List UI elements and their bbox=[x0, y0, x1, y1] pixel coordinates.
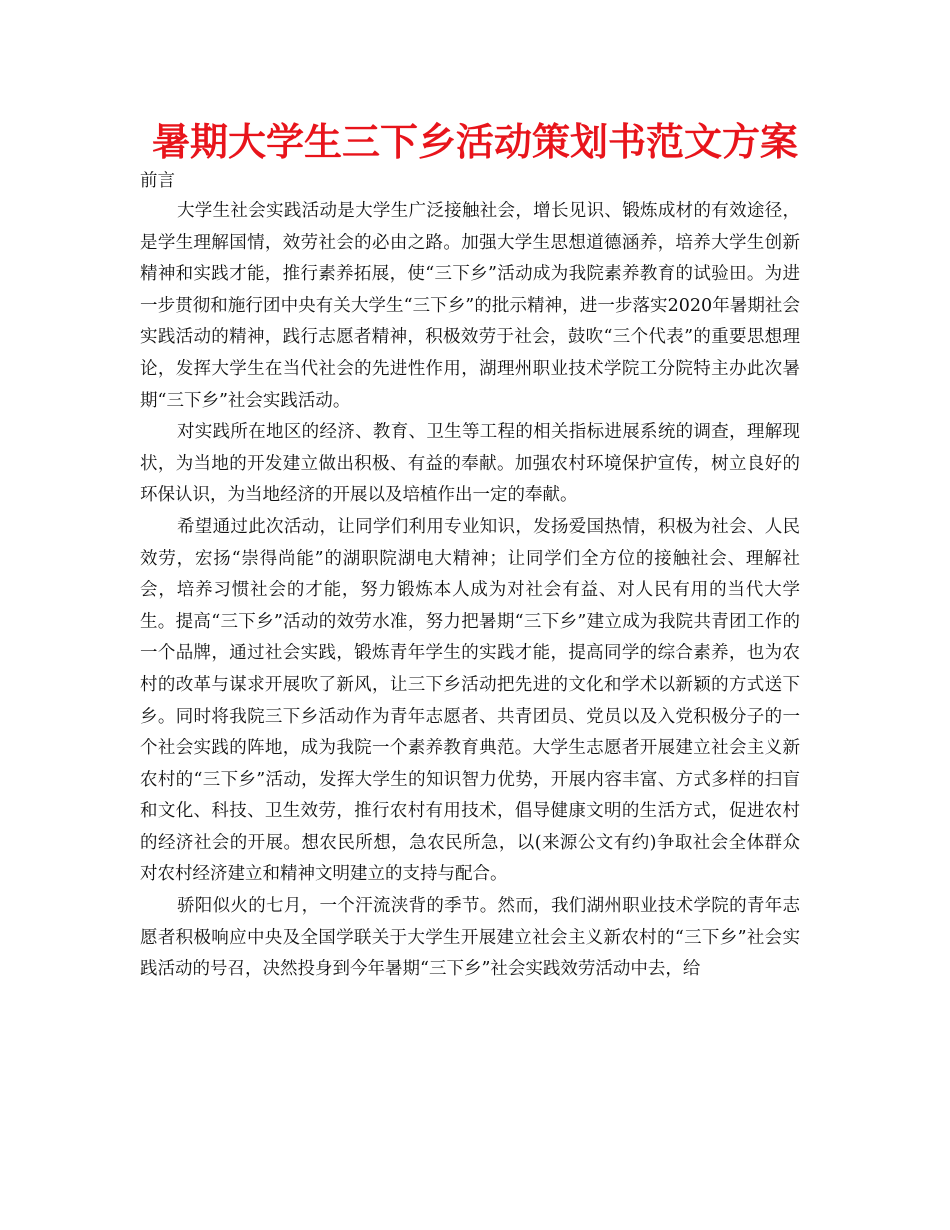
preface-heading: 前言 bbox=[140, 171, 175, 191]
paragraph: 对实践所在地区的经济、教育、卫生等工程的相关指标进展系统的调查，理解现状，为当地的开发建立做出积极、有益的奉献。加强农村环境保护宣传，树立良好的环保认识，为当地经济的开展以及培植作出一定的奉献。 bbox=[140, 422, 800, 506]
paragraph: 骄阳似火的七月，一个汗流浃背的季节。然而，我们湖州职业技术学院的青年志愿者积极响应中央及全国学联关于大学生开展建立社会主义新农村的“三下乡”社会实践活动的号召，决然投身到今年暑期“三下乡”社会实践效劳活动中去，给 bbox=[140, 896, 800, 980]
paragraph: 希望通过此次活动，让同学们利用专业知识，发扬爱国热情，积极为社会、人民效劳，宏扬“崇得尚能”的湖职院湖电大精神；让同学们全方位的接触社会、理解社会，培养习惯社会的才能，努力锻炼本人成为对社会有益、对人民有用的当代大学生。提高“三下乡”活动的效劳水准，努力把暑期“三下乡”建立成为我院共青团工作的一个品牌，通过社会实践，锻炼青年学生的实践才能，提高同学的综合素养，也为农村的改革与谋求开展吹了新风，让三下乡活动把先进的文化和学术以新颖的方式送下乡。同时将我院三下乡活动作为青年志愿者、共青团员、党员以及入党积极分子的一个社会实践的阵地，成为我院一个素养教育典范。大学生志愿者开展建立社会主义新农村的“三下乡”活动，发挥大学生的知识智力优势，开展内容丰富、方式多样的扫盲和文化、科技、卫生效劳，推行农村有用技术，倡导健康文明的生活方式，促进农村的经济社会的开展。想农民所想，急农民所急，以(来源公文有约)争取社会全体群众对农村经济建立和精神文明建立的支持与配合。 bbox=[140, 516, 800, 885]
document-body bbox=[140, 166, 800, 986]
paragraph: 大学生社会实践活动是大学生广泛接触社会，增长见识、锻炼成材的有效途径，是学生理解国情，效劳社会的必由之路。加强大学生思想道德涵养，培养大学生创新精神和实践才能，推行素养拓展，使“三下乡”活动成为我院素养教育的试验田。为进一步贯彻和施行团中央有关大学生“三下乡”的批示精神，进一步落实2020年暑期社会实践活动的精神，践行志愿者精神，积极效劳于社会，鼓吹“三个代表”的重要思想理论，发挥大学生在当代社会的先进性作用，湖理州职业技术学院工分院特主办此次暑期“三下乡”社会实践活动。 bbox=[140, 201, 800, 411]
document-title: 暑期大学生三下乡活动策划书范文方案 bbox=[151, 120, 798, 164]
